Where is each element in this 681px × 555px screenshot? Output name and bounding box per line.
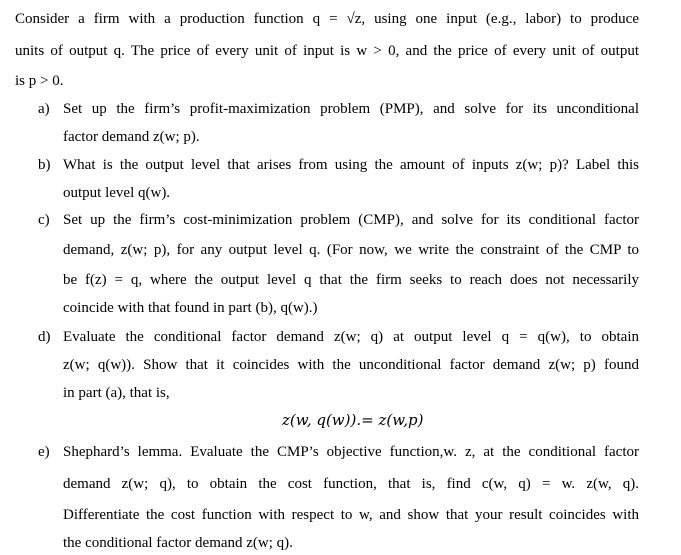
item-a-label: a): [38, 101, 50, 117]
item-a-line-1: Set up the firm’s profit-maximization problem (PMP), and solve for its unconditional: [63, 101, 639, 117]
item-a-line-2: factor demand z(w; p).: [63, 129, 200, 145]
item-d-label: d): [38, 329, 51, 345]
item-b-line-2: output level q(w).: [63, 185, 171, 201]
item-c-line-4: coincide with that found in part (b), q(w).): [63, 300, 318, 316]
item-e-line-1: Shephard’s lemma. Evaluate the CMP’s objective function,w. z, at the conditional factor: [63, 444, 639, 460]
intro-line-2: units of output q. The price of every unit of input is w > 0, and the price of every unit of output: [15, 43, 639, 59]
intro-line-1: Consider a firm with a production function q = √z, using one input (e.g., labor) to produce: [15, 11, 639, 27]
item-c-line-2: demand, z(w; p), for any output level q. (For now, we write the constraint of the CMP to: [63, 242, 639, 258]
item-b-label: b): [38, 157, 51, 173]
item-e-line-3: Differentiate the cost function with respect to w, and show that your result coincides with: [63, 507, 639, 523]
item-e-line-4: the conditional factor demand z(w; q).: [63, 535, 293, 551]
item-c-line-3: be f(z) = q, where the output level q that the firm seeks to reach does not necessarily: [63, 272, 639, 288]
intro-line-3: is p > 0.: [15, 73, 64, 89]
item-c-label: c): [38, 212, 50, 228]
item-d-line-1: Evaluate the conditional factor demand z(w; q) at output level q = q(w), to obtain: [63, 329, 639, 345]
item-d-equation: z(w, q(w)).= z(w,p): [282, 411, 424, 429]
item-d-line-2: z(w; q(w)). Show that it coincides with the unconditional factor demand z(w; p) found: [63, 357, 639, 373]
item-c-line-1: Set up the firm’s cost-minimization problem (CMP), and solve for its conditional factor: [63, 212, 639, 228]
item-e-label: e): [38, 444, 50, 460]
item-e-line-2: demand z(w; q), to obtain the cost function, that is, find c(w, q) = w. z(w, q).: [63, 476, 639, 492]
item-b-line-1: What is the output level that arises from using the amount of inputs z(w; p)? Label this: [63, 157, 639, 173]
item-d-line-3: in part (a), that is,: [63, 385, 170, 401]
